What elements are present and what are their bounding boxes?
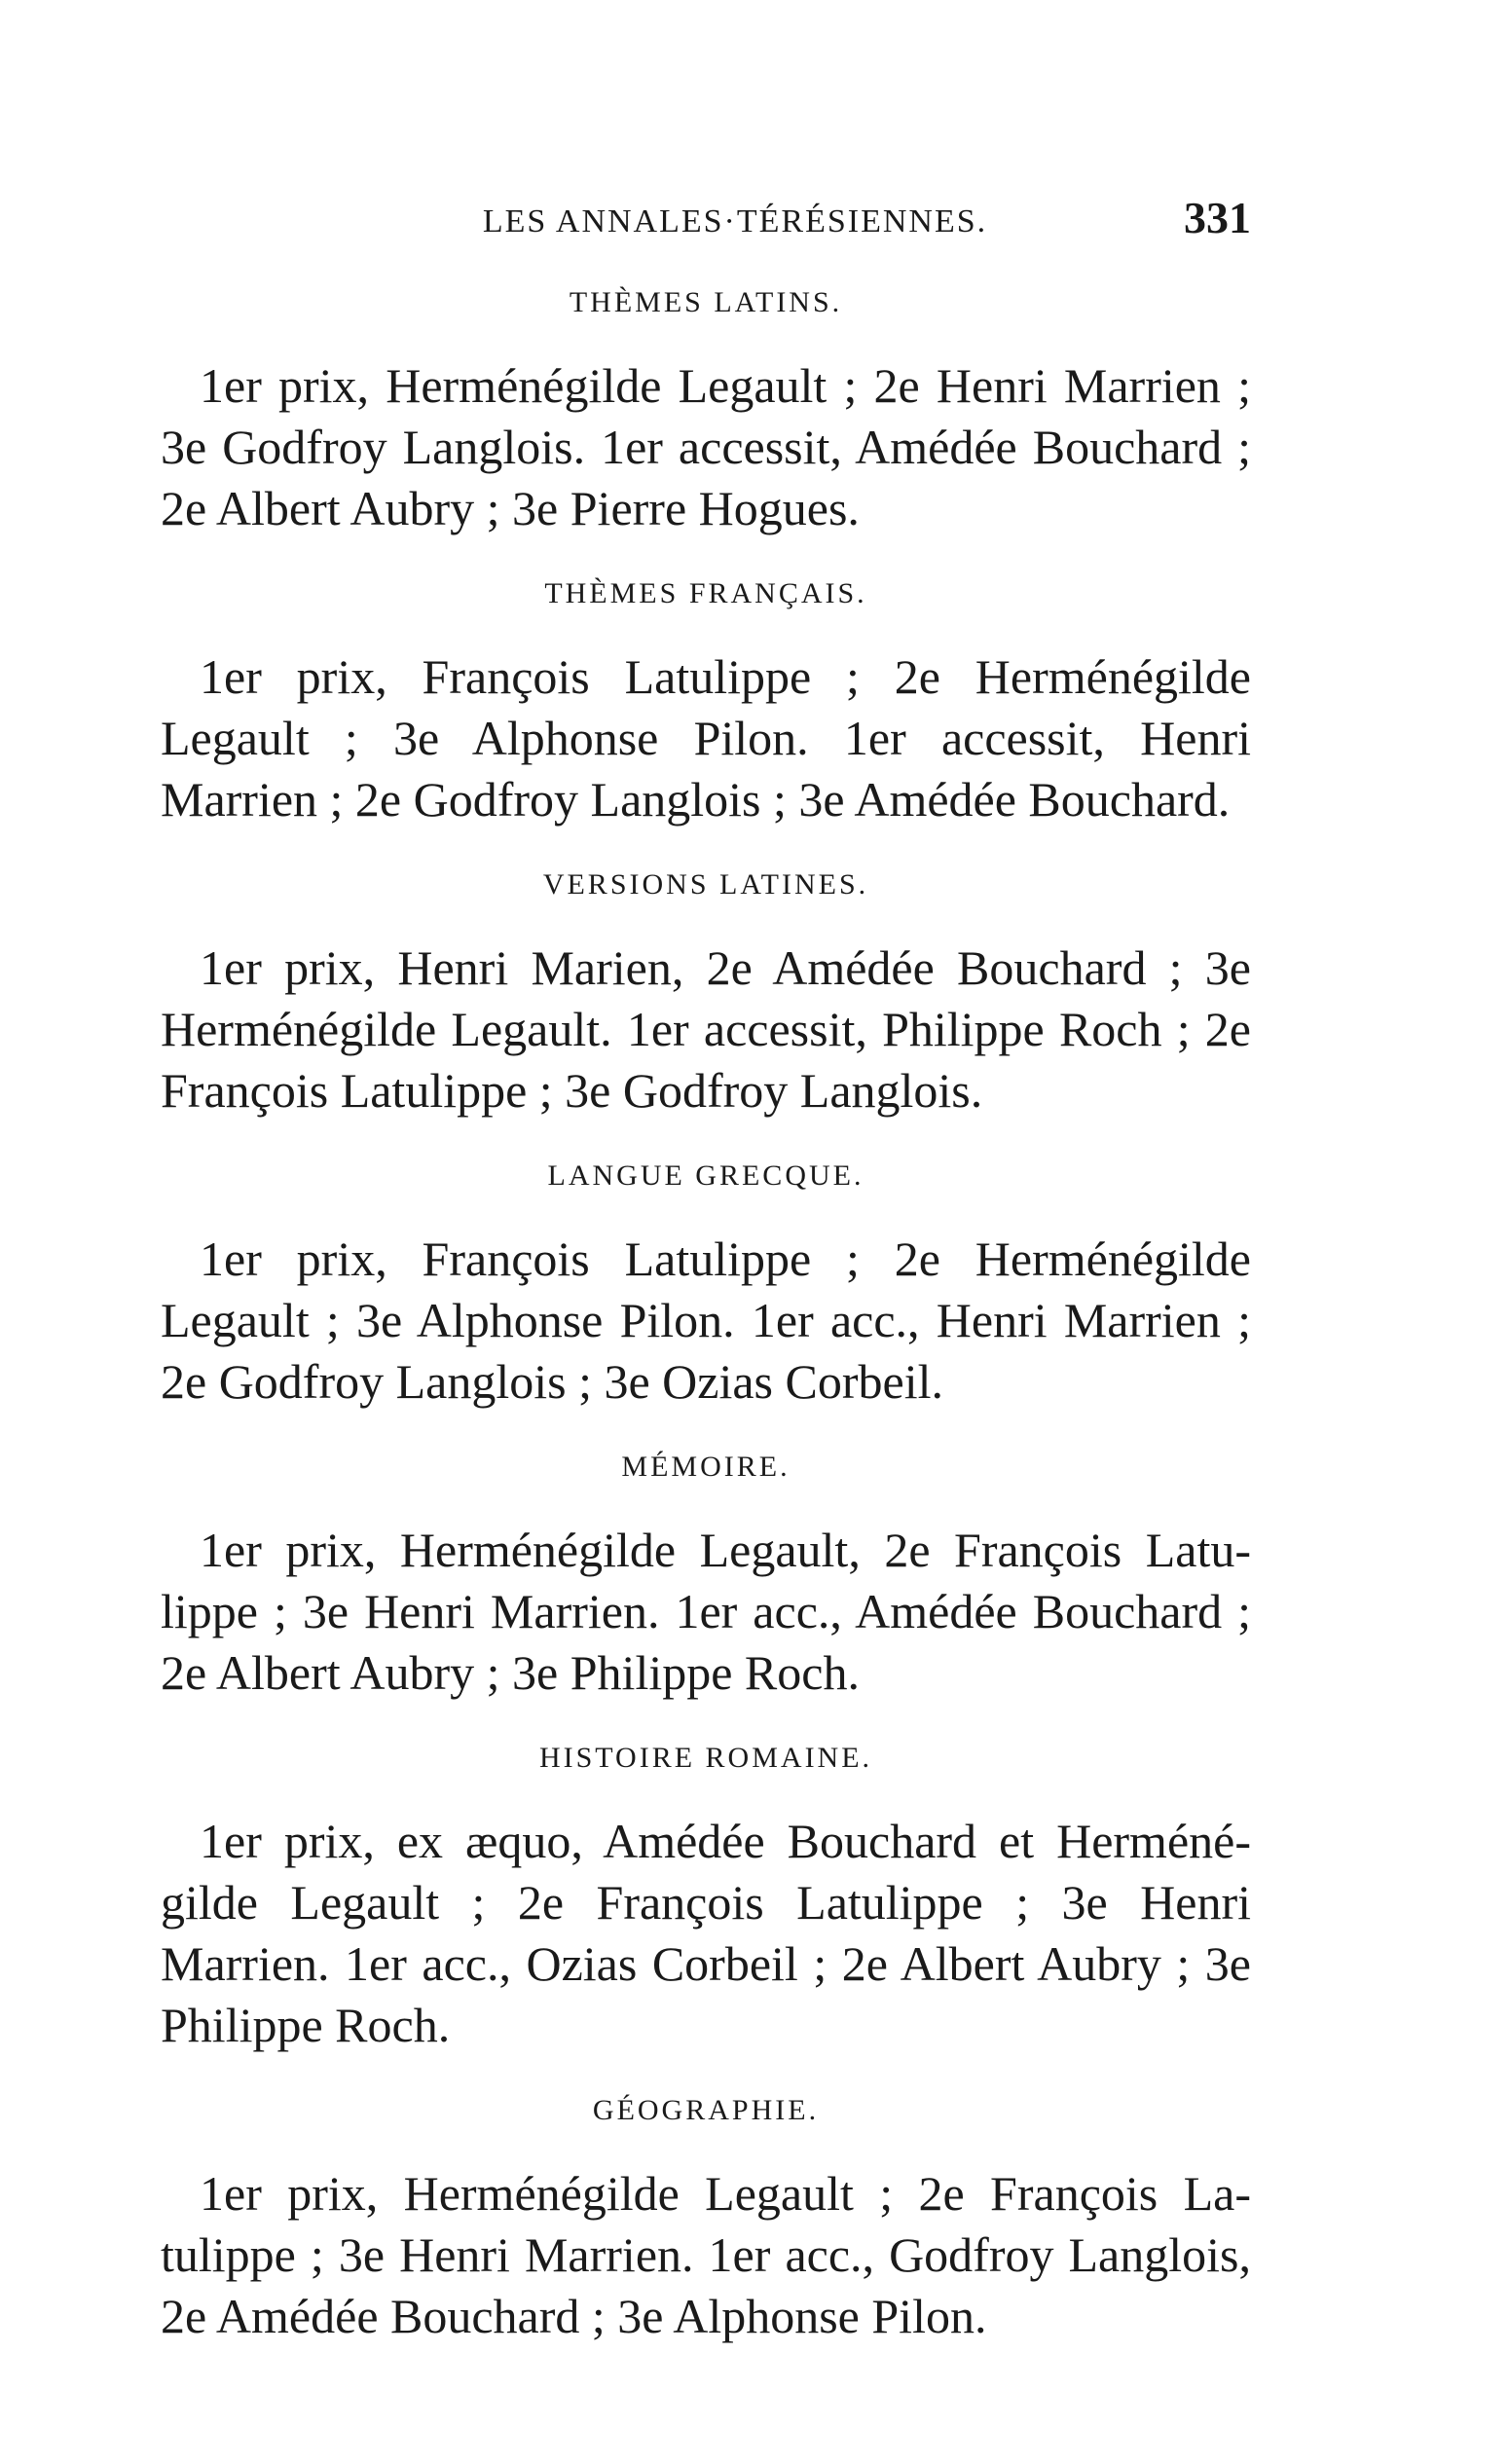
section-text: 1er prix, ex æquo, Amédée Bouchard et Herménégilde Legault ; 2e François Latulippe ; 3e Henri Marrien. 1er acc., Ozias Corbeil ; 2e Albert Aubry ; 3e Philippe Roch.: [161, 1814, 1251, 2052]
section-themes-francais: [161, 574, 1251, 830]
section-heading: VERSIONS LATINES.: [542, 868, 869, 901]
section-heading: MÉMOIRE.: [621, 1451, 791, 1483]
section-heading: GÉOGRAPHIE.: [592, 2094, 820, 2126]
section-text: 1er prix, François Latulippe ; 2e Herménégilde Legault ; 3e Alphonse Pilon. 1er accessit, Henri Marrien ; 2e Godfroy Langlois ; 3e Amédée Bouchard.: [161, 649, 1251, 827]
section-memoire: [161, 1448, 1251, 1704]
section-themes-latins: [161, 283, 1251, 539]
section-geographie: [161, 2091, 1251, 2347]
section-heading: THÈMES LATINS.: [569, 286, 843, 318]
section-heading: HISTOIRE ROMAINE.: [538, 1742, 873, 1774]
section-text: 1er prix, Herménégilde Legault ; 2e Henri Marrien ; 3e Godfroy Langlois. 1er accessit, Amédée Bouchard ; 2e Albert Aubry ; 3e Pierre Hogues.: [161, 358, 1251, 535]
section-histoire-romaine: [161, 1739, 1251, 2056]
section-heading: THÈMES FRANÇAIS.: [544, 577, 867, 609]
page: [161, 190, 1251, 2382]
section-text: 1er prix, Henri Marien, 2e Amédée Bouchard ; 3e Herménégilde Legault. 1er accessit, Philippe Roch ; 2e François Latulippe ; 3e Godfroy Langlois.: [161, 940, 1251, 1118]
section-langue-grecque: [161, 1157, 1251, 1413]
running-title: LES ANNALES·TÉRÉSIENNES.: [482, 203, 988, 239]
section-text: 1er prix, François Latulippe ; 2e Herménégilde Legault ; 3e Alphonse Pilon. 1er acc., Henri Marrien ; 2e Godfroy Langlois ; 3e Ozias Corbeil.: [161, 1232, 1251, 1409]
section-text: 1er prix, Herménégilde Legault ; 2e François Latulippe ; 3e Henri Marrien. 1er acc., Godfroy Langlois, 2e Amédée Bouchard ; 3e Alphonse Pilon.: [161, 2166, 1251, 2343]
section-versions-latines: [161, 865, 1251, 1122]
page-number: 331: [1184, 193, 1251, 242]
section-heading: LANGUE GRECQUE.: [547, 1159, 864, 1192]
running-head: [161, 190, 1251, 248]
section-text: 1er prix, Herménégilde Legault, 2e François Latulippe ; 3e Henri Marrien. 1er acc., Amédée Bouchard ; 2e Albert Aubry ; 3e Philippe Roch.: [161, 1523, 1251, 1700]
